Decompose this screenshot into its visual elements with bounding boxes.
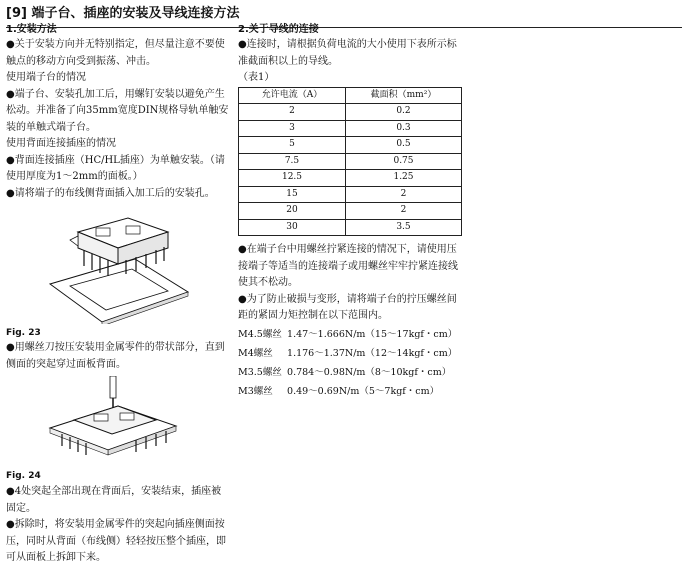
header-cross-section: 截面积（mm²） [345,87,461,104]
table-cell: 1.25 [345,170,461,187]
table-row [239,219,462,236]
subheading-back-socket: 使用背面连接插座的情况 [6,138,116,149]
table-row [239,153,462,170]
table-row [239,104,462,121]
left-column-middle [6,340,231,373]
table-row [239,170,462,187]
paragraph-fixed: ●4处突起全部出现在背面后，安装结束，插座被固定。 [6,486,222,514]
paragraph-screwdriver: ●用螺丝刀按压安装用金属零件的带状部分，直到侧面的突起穿过面板背面。 [6,342,225,370]
table-cell: 0.2 [345,104,461,121]
list-item [238,363,463,382]
table-caption: （表1） [238,72,275,83]
paragraph-wire-size: ●连接时，请根据负荷电流的大小使用下表所示标准截面积以上的导线。 [238,39,457,67]
section-heading-installation: 1.安装方法 [6,24,57,35]
header-allowable-current: 允许电流（A） [239,87,346,104]
paragraph-orientation: ●关于安装方向并无特别指定，但尽量注意不要使触点的移动方向受到振荡、冲击。 [6,39,225,67]
screw-torque-value: 1.176～1.37N/m（12～14kgf・cm） [287,347,458,359]
page-title: [9] 端子台、插座的安装及导线连接方法 [6,4,682,28]
table-cell: 7.5 [239,153,346,170]
screw-name: M3.5螺丝 [238,366,282,378]
screw-name: M3螺丝 [238,385,273,397]
paragraph-crimp-terminal: ●在端子台中用螺丝拧紧连接的情况下，请使用压接端子等适当的连接端子或用螺丝牢牢拧紧连接线使其不松动。 [238,244,458,288]
screw-name: M4螺丝 [238,347,273,359]
table-cell: 30 [239,219,346,236]
left-column [6,22,231,202]
table-row [239,203,462,220]
table-header-row [239,87,462,104]
fig24-screwdriver-illustration [48,376,178,466]
table-cell: 0.75 [345,153,461,170]
table-cell: 15 [239,186,346,203]
screw-torque-value: 1.47～1.666N/m（15～17kgf・cm） [287,328,458,340]
table-row [239,186,462,203]
paragraph-terminal-mount: ●端子台、安装孔加工后，用螺钉安装以避免产生松动。并准备了向35mm宽度DIN规格导轨单触安装的单触式端子台。 [6,88,229,133]
table-cell: 2 [345,203,461,220]
table-cell: 0.3 [345,120,461,137]
table-cell: 0.5 [345,137,461,154]
paragraph-insert: ●请将端子的布线侧背面插入加工后的安装孔。 [6,187,215,199]
fig24-label: Fig. 24 [6,471,41,481]
subheading-terminal-block: 使用端子台的情况 [6,72,86,83]
left-column-bottom [6,484,231,567]
paragraph-one-touch: ●背面连接插座（HC/HL插座）为单触安装。（请使用厚度为1～2mm的面板。） [6,154,225,182]
table-cell: 3 [239,120,346,137]
paragraph-removal: ●拆除时，将安装用金属零件的突起向插座侧面按压，同时从背面（布线侧）轻轻按压整个插座，即可从面板上拆卸下来。 [6,519,226,563]
fig23-socket-illustration [40,214,190,324]
list-item [238,344,463,363]
table-cell: 12.5 [239,170,346,187]
screw-torque-list [238,325,463,401]
list-item [238,382,463,401]
list-item [238,325,463,344]
table-cell: 3.5 [345,219,461,236]
section-heading-wiring: 2.关于导线的连接 [238,24,319,35]
table-cell: 2 [239,104,346,121]
fig23-label: Fig. 23 [6,328,41,338]
screw-torque-value: 0.784～0.98N/m（8～10kgf・cm） [287,366,452,378]
screw-torque-value: 0.49～0.69N/m（5～7kgf・cm） [287,385,440,397]
table-cell: 5 [239,137,346,154]
table-row [239,137,462,154]
right-column [238,22,463,401]
table-row [239,120,462,137]
table-cell: 20 [239,203,346,220]
screw-name: M4.5螺丝 [238,328,282,340]
paragraph-torque: ●为了防止破损与变形，请将端子台的拧压螺丝间距的紧固力矩控制在以下范围内。 [238,293,457,321]
wire-size-table [238,87,462,237]
table-cell: 2 [345,186,461,203]
